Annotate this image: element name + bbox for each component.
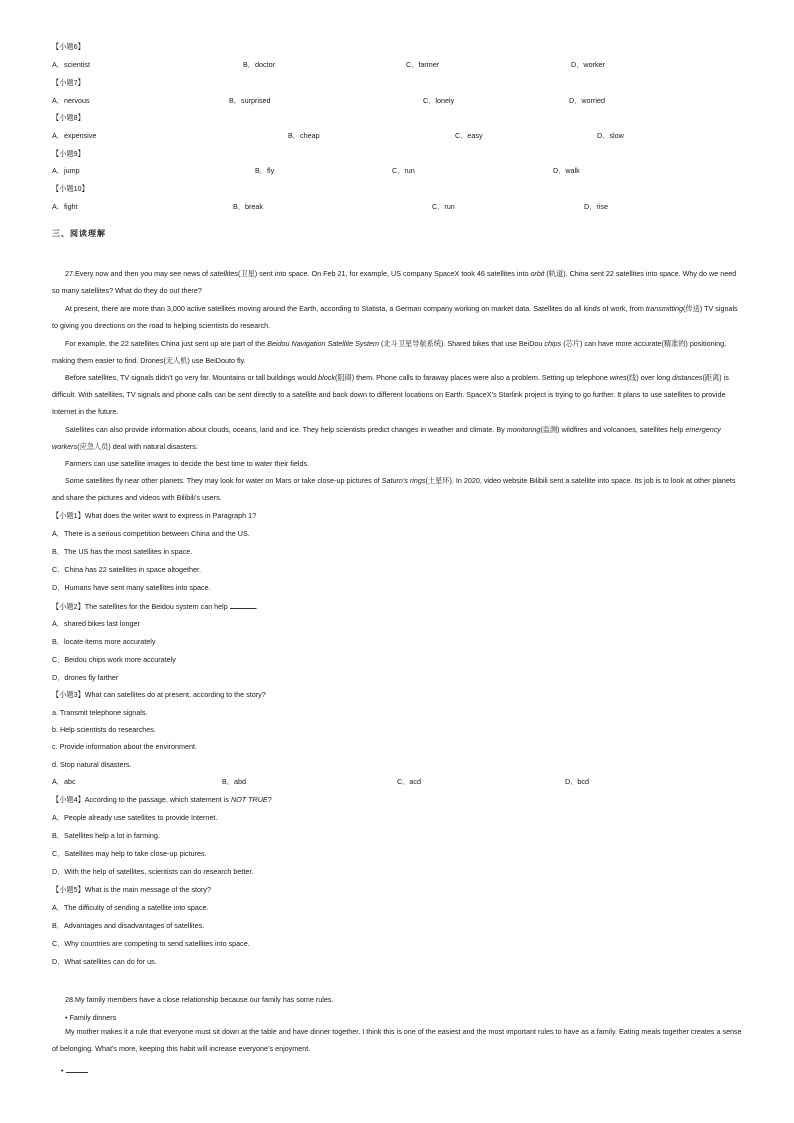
question-2-option-a[interactable]: A．shared bikes last longer — [52, 619, 140, 628]
question-3-stem: 【小题3】What can satellites do at present, according to the story? — [52, 690, 266, 699]
question-5-option-c[interactable]: C．Why countries are competing to send satellites into space. — [52, 939, 250, 948]
question-5-option-d[interactable]: D．What satellites can do for us. — [52, 957, 157, 966]
passage-27-paragraph-7: Some satellites fly near other planets. They may look for water on Mars or take close-up pictures of Saturn’s rings(土星环). In 2020, video website Bilibili sent a satellite into space. Its job is to look at other planets and share the pictures and videos with Bilibili’s users. — [52, 476, 736, 503]
question-3-option-c[interactable]: C．acd — [397, 777, 421, 786]
question-2-option-b[interactable]: B．locate items more accurately — [52, 637, 156, 646]
passage-28-bullet-family-dinners: • Family dinners — [65, 1013, 117, 1022]
question-3-option-a[interactable]: A．abc — [52, 777, 76, 786]
question-5-stem: 【小题5】What is the main message of the story? — [52, 885, 211, 894]
passage-27-paragraph-5: Satellites can also provide information about clouds, oceans, land and ice. They help scientists predict changes in weather and climate. By monitoring(监测) wildfires and volcanoes, satellites help emergency workers(应急人员) deal with natural disasters. — [52, 425, 721, 452]
option-8b[interactable]: B．cheap — [288, 131, 320, 140]
passage-27-paragraph-2: At present, there are more than 3,000 active satellites moving around the Earth, according to Statista, a German company working on market data. Satellites do all kinds of work, from transmitting(传送) TV signals to giving you directions on the road to helping scientists do research. — [52, 304, 738, 331]
question-3-option-d[interactable]: D．bcd — [565, 777, 589, 786]
question-label-7: 【小题7】 — [52, 78, 85, 87]
option-6c[interactable]: C．farmer — [406, 60, 440, 69]
option-10a[interactable]: A．fight — [52, 202, 78, 211]
question-5-option-a[interactable]: A．The difficulty of sending a satellite into space. — [52, 903, 209, 912]
question-4-option-d[interactable]: D．With the help of satellites, scientists can do research better. — [52, 867, 254, 876]
option-10b[interactable]: B．break — [233, 202, 263, 211]
passage-27-paragraph-6: Farmers can use satellite images to decide the best time to water their fields. — [65, 459, 310, 468]
option-9d[interactable]: D．walk — [553, 166, 580, 175]
question-3-item-a: a. Transmit telephone signals. — [52, 708, 148, 717]
question-label-9: 【小题9】 — [52, 149, 85, 158]
question-4-stem: 【小题4】According to the passage, which statement is NOT TRUE? — [52, 795, 272, 804]
question-4-option-c[interactable]: C．Satellites may help to take close-up pictures. — [52, 849, 207, 858]
option-6d[interactable]: D．worker — [571, 60, 605, 69]
question-4-option-b[interactable]: B．Satellites help a lot in farming. — [52, 831, 160, 840]
option-9a[interactable]: A．jump — [52, 166, 80, 175]
option-7a[interactable]: A．nervous — [52, 96, 90, 105]
question-1-option-d[interactable]: D．Humans have sent many satellites into space. — [52, 583, 211, 592]
option-6b[interactable]: B．doctor — [243, 60, 275, 69]
question-5-option-b[interactable]: B．Advantages and disadvantages of satellites. — [52, 921, 205, 930]
question-label-8: 【小题8】 — [52, 113, 85, 122]
question-4-option-a[interactable]: A．People already use satellites to provide Internet. — [52, 813, 218, 822]
passage-28-intro: 28.My family members have a close relationship because our family has some rules. — [65, 995, 334, 1004]
question-1-stem: 【小题1】What does the writer want to express in Paragraph 1? — [52, 511, 257, 520]
option-8a[interactable]: A．expensive — [52, 131, 97, 140]
question-3-option-b[interactable]: B．abd — [222, 777, 246, 786]
question-3-item-c: c. Provide information about the environment. — [52, 742, 198, 751]
passage-27-paragraph-4: Before satellites, TV signals didn’t go very far. Mountains or tall buildings would block(阻碍) them. Phone calls to faraway places were also a problem. Setting up telephone wires(线) over long distances(距离) is difficult. With satellites, TV signals and phone calls can be sent directly to a satellite and back down to different locations on Earth. SpaceX’s Starlink project is trying to go further. It plans to use satellites to provide Internet in the future. — [52, 373, 729, 417]
question-3-item-d: d. Stop natural disasters. — [52, 760, 132, 769]
question-1-option-a[interactable]: A．There is a serious competition between China and the US. — [52, 529, 250, 538]
option-7b[interactable]: B．surprised — [229, 96, 271, 105]
question-2-option-c[interactable]: C．Beidou chips work more accurately — [52, 655, 176, 664]
question-label-6: 【小题6】 — [52, 42, 85, 51]
question-1-option-c[interactable]: C．China has 22 satellites in space altogether. — [52, 565, 202, 574]
option-8d[interactable]: D．slow — [597, 131, 624, 140]
option-9c[interactable]: C．run — [392, 166, 415, 175]
question-1-option-b[interactable]: B．The US has the most satellites in space. — [52, 547, 193, 556]
option-8c[interactable]: C．easy — [455, 131, 483, 140]
passage-28-paragraph-1: My mother makes it a rule that everyone must sit down at the table and have dinner together. I think this is one of the easiest and the most important rules to have as a family. Eating meals together creates a sense of belonging. What’s more, keeping this habit will increase everyone’s enjoyment. — [52, 1027, 742, 1054]
option-6a[interactable]: A．scientist — [52, 60, 90, 69]
answer-blank[interactable] — [230, 602, 256, 609]
question-2-stem: 【小题2】The satellites for the Beidou system can help . — [52, 602, 258, 611]
passage-27-paragraph-1: 27.Every now and then you may see news of satellites(卫星) sent into space. On Feb 21, for example, US company SpaceX took 46 satellites into orbit (轨道). China sent 22 satellites into space. Why do we need so many satellites? What do they do out there? — [52, 269, 737, 296]
question-label-10: 【小题10】 — [52, 184, 89, 193]
passage-27-paragraph-3: For example, the 22 satellites China just sent up are part of the Beidou Navigation Satellite System (北斗卫星导航系统). Shared bikes that use BeiDou chips (芯片) can have more accurate(精准的) positioning, making them easier to find. Drones(无人机) use BeiDouto fly. — [52, 339, 727, 366]
option-10c[interactable]: C．run — [432, 202, 455, 211]
question-3-item-b: b. Help scientists do researches. — [52, 725, 156, 734]
option-10d[interactable]: D．rise — [584, 202, 608, 211]
option-7c[interactable]: C．lonely — [423, 96, 455, 105]
option-7d[interactable]: D．worried — [569, 96, 605, 105]
answer-blank[interactable] — [66, 1066, 88, 1073]
option-9b[interactable]: B．fly — [255, 166, 275, 175]
question-2-option-d[interactable]: D．drones fly farther — [52, 673, 119, 682]
section-title: 三、阅读理解 — [52, 229, 106, 238]
passage-28-bullet-2: • — [61, 1066, 88, 1074]
